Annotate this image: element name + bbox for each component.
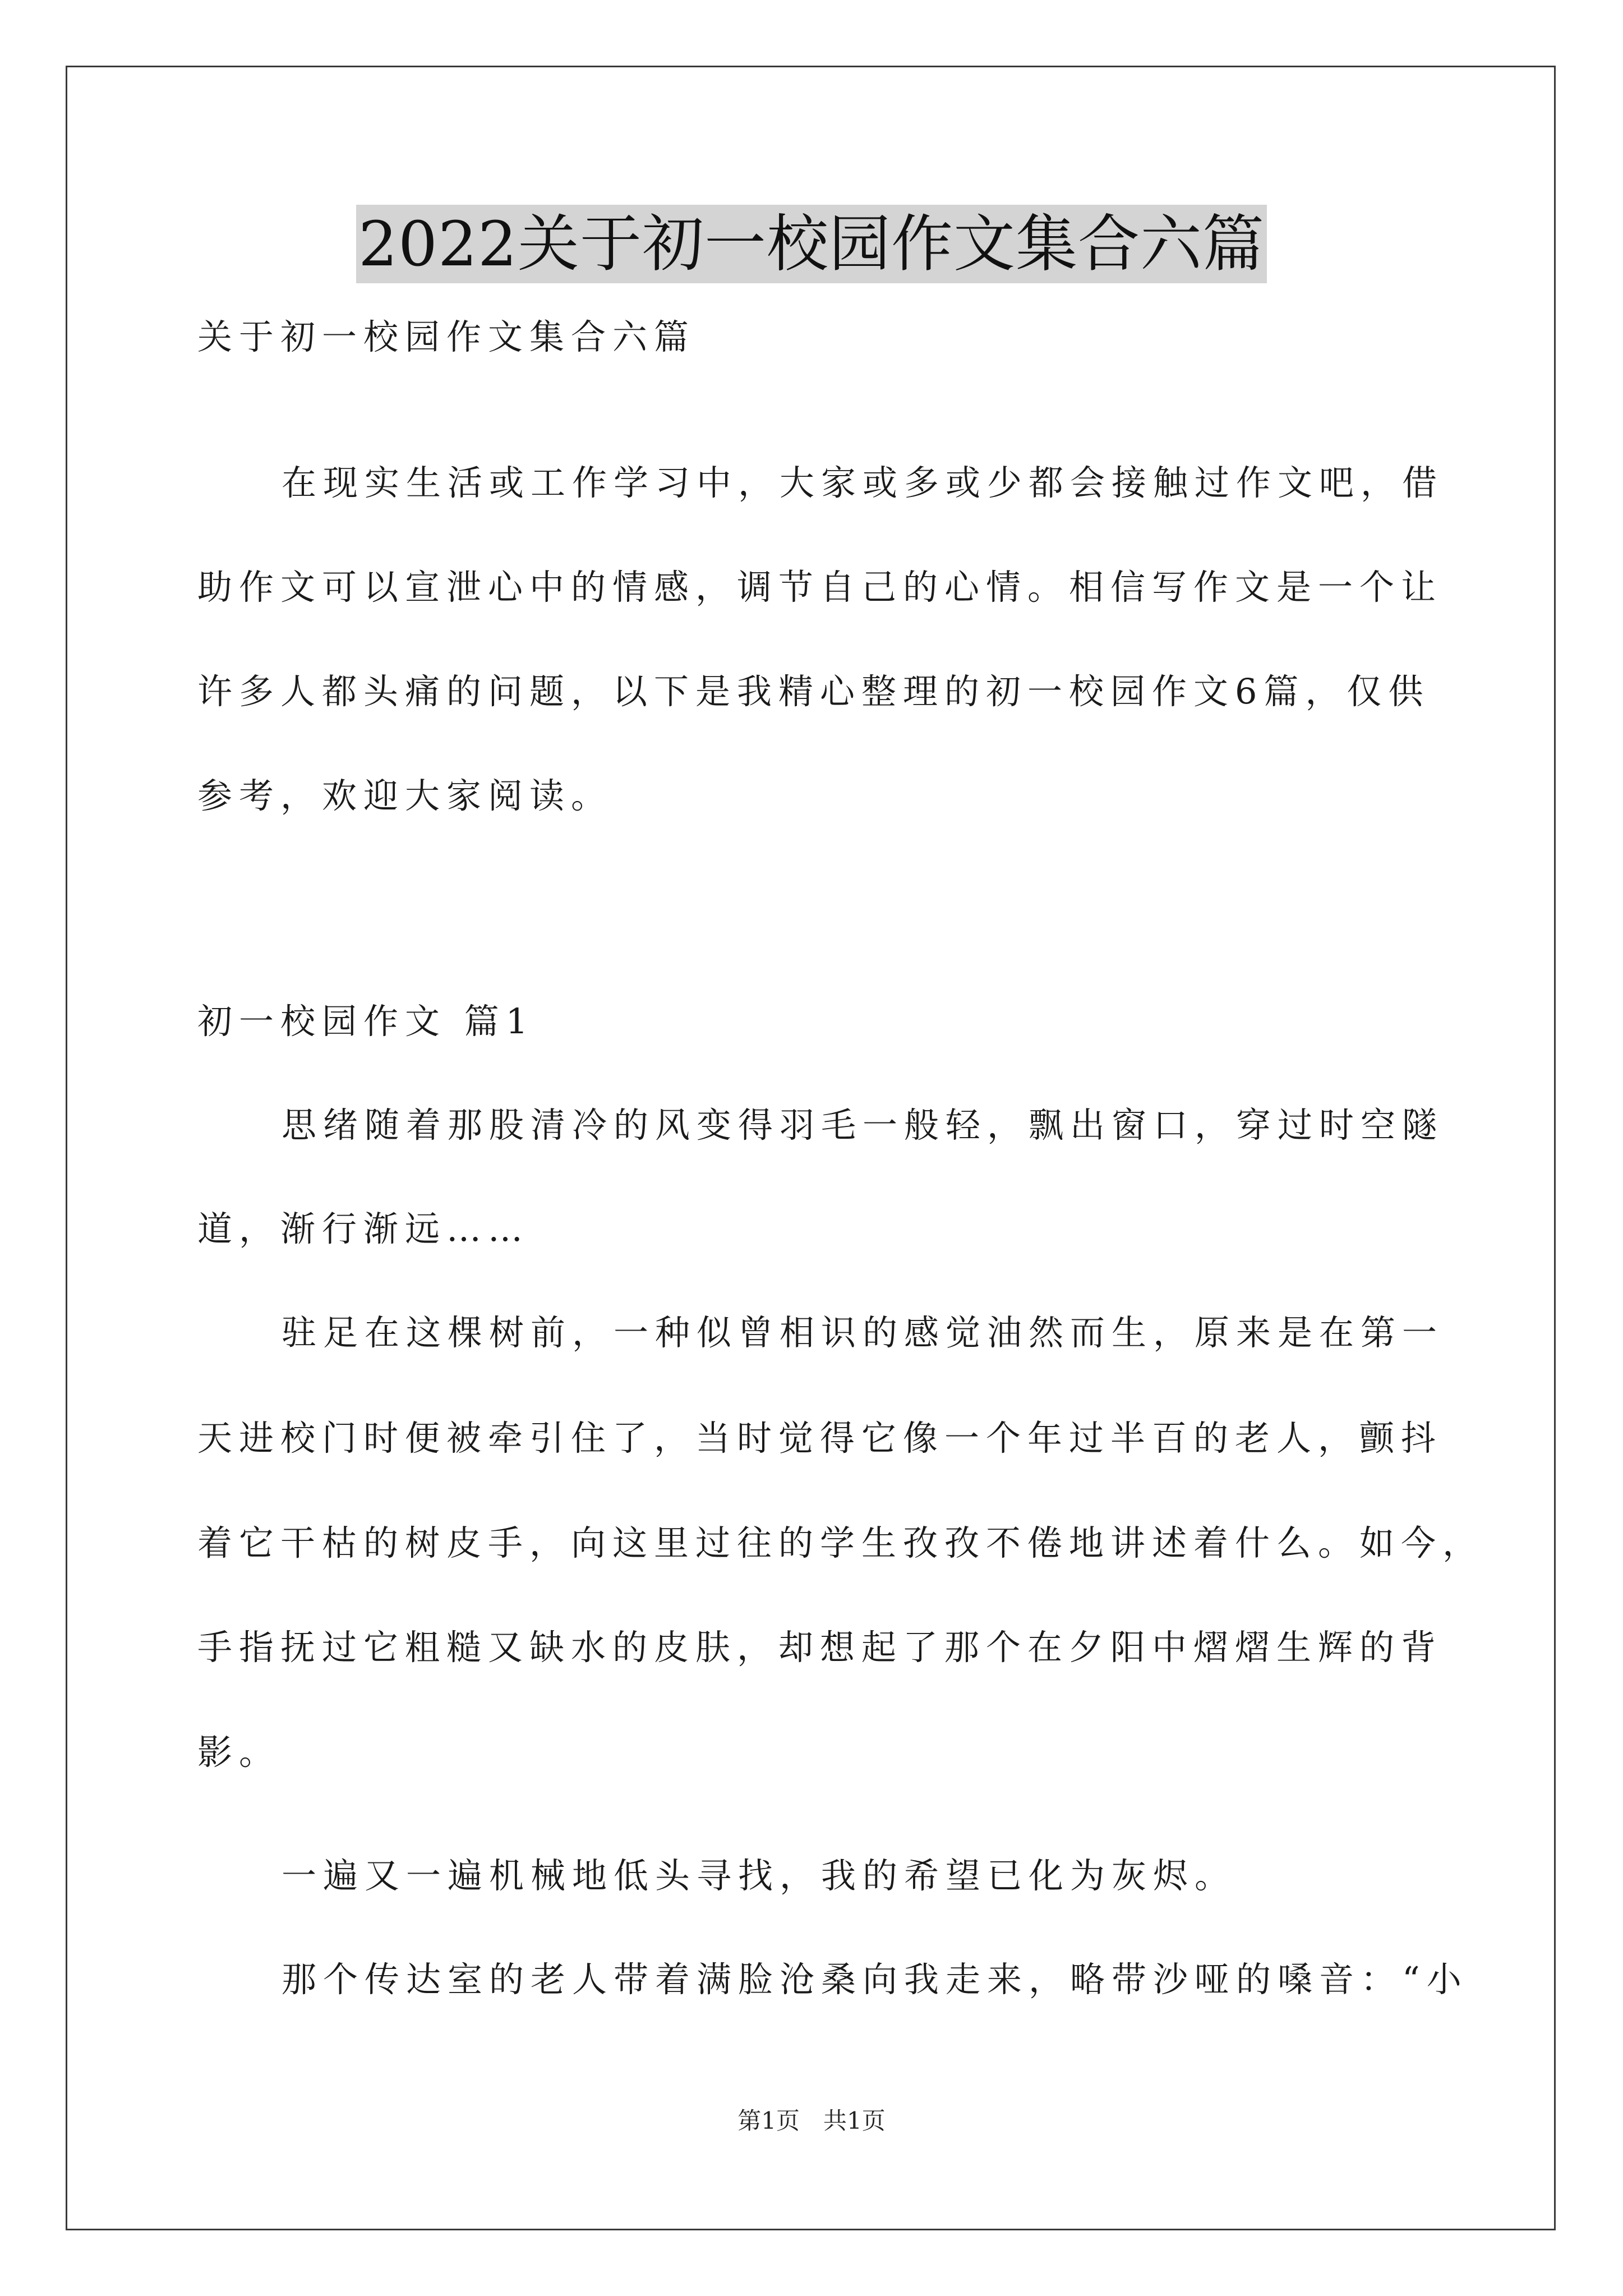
document-title: 2022关于初一校园作文集合六篇 xyxy=(356,205,1267,283)
section-heading: 初一校园作文 篇1 xyxy=(197,1001,535,1042)
page-footer: 第1页 共1页 xyxy=(737,2107,886,2134)
body-line: 思绪随着那股清冷的风变得羽毛一般轻，飘出窗口，穿过时空隧 xyxy=(282,1105,1444,1145)
body-line: 影。 xyxy=(197,1732,281,1773)
body-line: 驻足在这棵树前，一种似曾相识的感觉油然而生，原来是在第一 xyxy=(282,1312,1444,1353)
body-line: 天进校门时便被牵引住了，当时觉得它像一个年过半百的老人，颤抖 xyxy=(197,1418,1443,1458)
subtitle: 关于初一校园作文集合六篇 xyxy=(197,316,696,357)
body-line: 道，渐行渐远…… xyxy=(197,1208,530,1249)
title-container xyxy=(0,205,1623,283)
intro-line: 许多人都头痛的问题，以下是我精心整理的初一校园作文6篇，仅供 xyxy=(197,671,1430,712)
body-line: 着它干枯的树皮手，向这里过往的学生孜孜不倦地讲述着什么。如今， xyxy=(197,1522,1484,1563)
intro-line: 助作文可以宣泄心中的情感，调节自己的心情。相信写作文是一个让 xyxy=(197,567,1443,608)
intro-line: 在现实生活或工作学习中，大家或多或少都会接触过作文吧，借 xyxy=(282,462,1444,503)
body-line: 一遍又一遍机械地低头寻找，我的希望已化为灰烬。 xyxy=(282,1855,1237,1896)
page-border xyxy=(66,66,1556,2230)
intro-line: 参考，欢迎大家阅读。 xyxy=(197,775,613,816)
body-line: 手指抚过它粗糙又缺水的皮肤，却想起了那个在夕阳中熠熠生辉的背 xyxy=(197,1627,1443,1668)
body-line: 那个传达室的老人带着满脸沧桑向我走来，略带沙哑的嗓音：“小 xyxy=(282,1959,1468,2000)
